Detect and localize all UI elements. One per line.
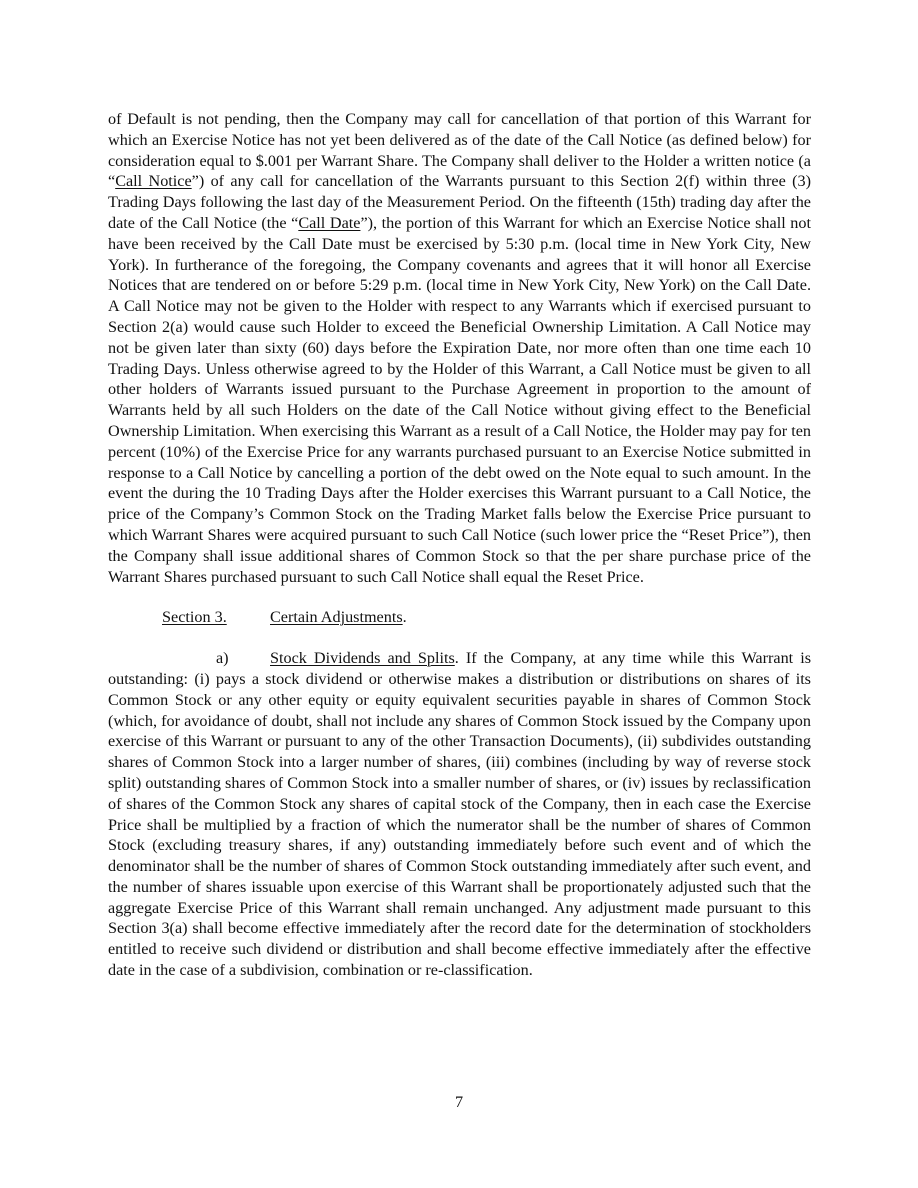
section-3-heading (108, 607, 811, 628)
page-number: 7 (454, 1093, 464, 1111)
call-notice-text-part1: of Default is not pending, then the Company may call for cancellation of that portion of this Warrant for which an Exercise Notice has not yet been delivered as of the date of the Call Notice (as defined below) for consideration equal to $.001 per Warrant Share. The Company shall deliver to the Holder a written notice (a “ (108, 110, 811, 191)
call-notice-term: Call Notice (115, 172, 192, 191)
section-3-number: Section 3. (162, 608, 227, 627)
call-notice-text-part2: ”) of any call for cancellation of the Warrants pursuant to this Section 2(f) within three (3) Trading Days following the last day of the Measurement Period. On the fifteenth (15th) trading day after the date of the Call Notice (the “ (108, 172, 812, 232)
section-3-title: Certain Adjustments (270, 608, 403, 627)
stock-dividends-heading: Stock Dividends and Splits (270, 649, 455, 668)
call-notice-text-part3: ”), the portion of this Warrant for which an Exercise Notice shall not have been received by the Call Date must be exercised by 5:30 p.m. (local time in New York City, New York). In furtherance of the foregoing, the Company covenants and agrees that it will honor all Exercise Notices that are tendered on or before 5:29 p.m. (local time in New York City, New York) on the Call Date. A Call Notice may not be given to the Holder with respect to any Warrants which if exercised pursuant to Section 2(a) would cause such Holder to exceed the Beneficial Ownership Limitation. A Call Notice may not be given later than sixty (60) days before the Expiration Date, nor more often than one time each 10 Trading Days. Unless otherwise agreed to by the Holder of this Warrant, a Call Notice must be given to all other holders of Warrants issued pursuant to the Purchase Agreement in proportion to the amount of Warrants held by all such Holders on the date of the Call Notice without giving effect to the Beneficial Ownership Limitation. When exercising this Warrant as a result of a Call Notice, the Holder may pay for ten percent (10%) of the Exercise Price for any warrants purchased pursuant to an Exercise Notice submitted in response to a Call Notice by cancelling a portion of the debt owed on the Note equal to such amount. In the event the during the 10 Trading Days after the Holder exercises this Warrant pursuant to a Call Notice, the price of the Company’s Common Stock on the Trading Market falls below the Exercise Price pursuant to which Warrant Shares were acquired pursuant to such Call Notice (such lower price the “Reset Price”), then the Company shall issue additional shares of Common Stock so that the per share purchase price of the Warrant Shares purchased pursuant to such Call Notice shall equal the Reset Price. (108, 213, 811, 586)
call-notice-paragraph (108, 109, 811, 587)
document-body (108, 109, 811, 981)
call-date-term: Call Date (298, 213, 361, 232)
stock-dividends-paragraph (108, 648, 811, 981)
stock-dividends-text: . If the Company, at any time while this Warrant is outstanding: (i) pays a stock dividend or otherwise makes a distribution or distributions on shares of its Common Stock or any other equity or equity equivalent securities payable in shares of Common Stock (which, for avoidance of doubt, shall not include any shares of Common Stock issued by the Company upon exercise of this Warrant or pursuant to any of the other Transaction Documents), (ii) subdivides outstanding shares of Common Stock into a larger number of shares, (iii) combines (including by way of reverse stock split) outstanding shares of Common Stock into a smaller number of shares, or (iv) issues by reclassification of shares of the Common Stock any shares of capital stock of the Company, then in each case the Exercise Price shall be multiplied by a fraction of which the numerator shall be the number of shares of Common Stock (excluding treasury shares, if any) outstanding immediately before such event and of which the denominator shall be the number of shares of Common Stock outstanding immediately after such event, and the number of shares issuable upon exercise of this Warrant shall be proportionately adjusted such that the aggregate Exercise Price of this Warrant shall remain unchanged. Any adjustment made pursuant to this Section 3(a) shall become effective immediately after the record date for the determination of stockholders entitled to receive such dividend or distribution and shall become effective immediately after the effective date in the case of a subdivision, combination or re-classification. (108, 649, 811, 980)
section-3-period: . (402, 608, 407, 627)
paragraph-label-a: a) (216, 649, 229, 668)
